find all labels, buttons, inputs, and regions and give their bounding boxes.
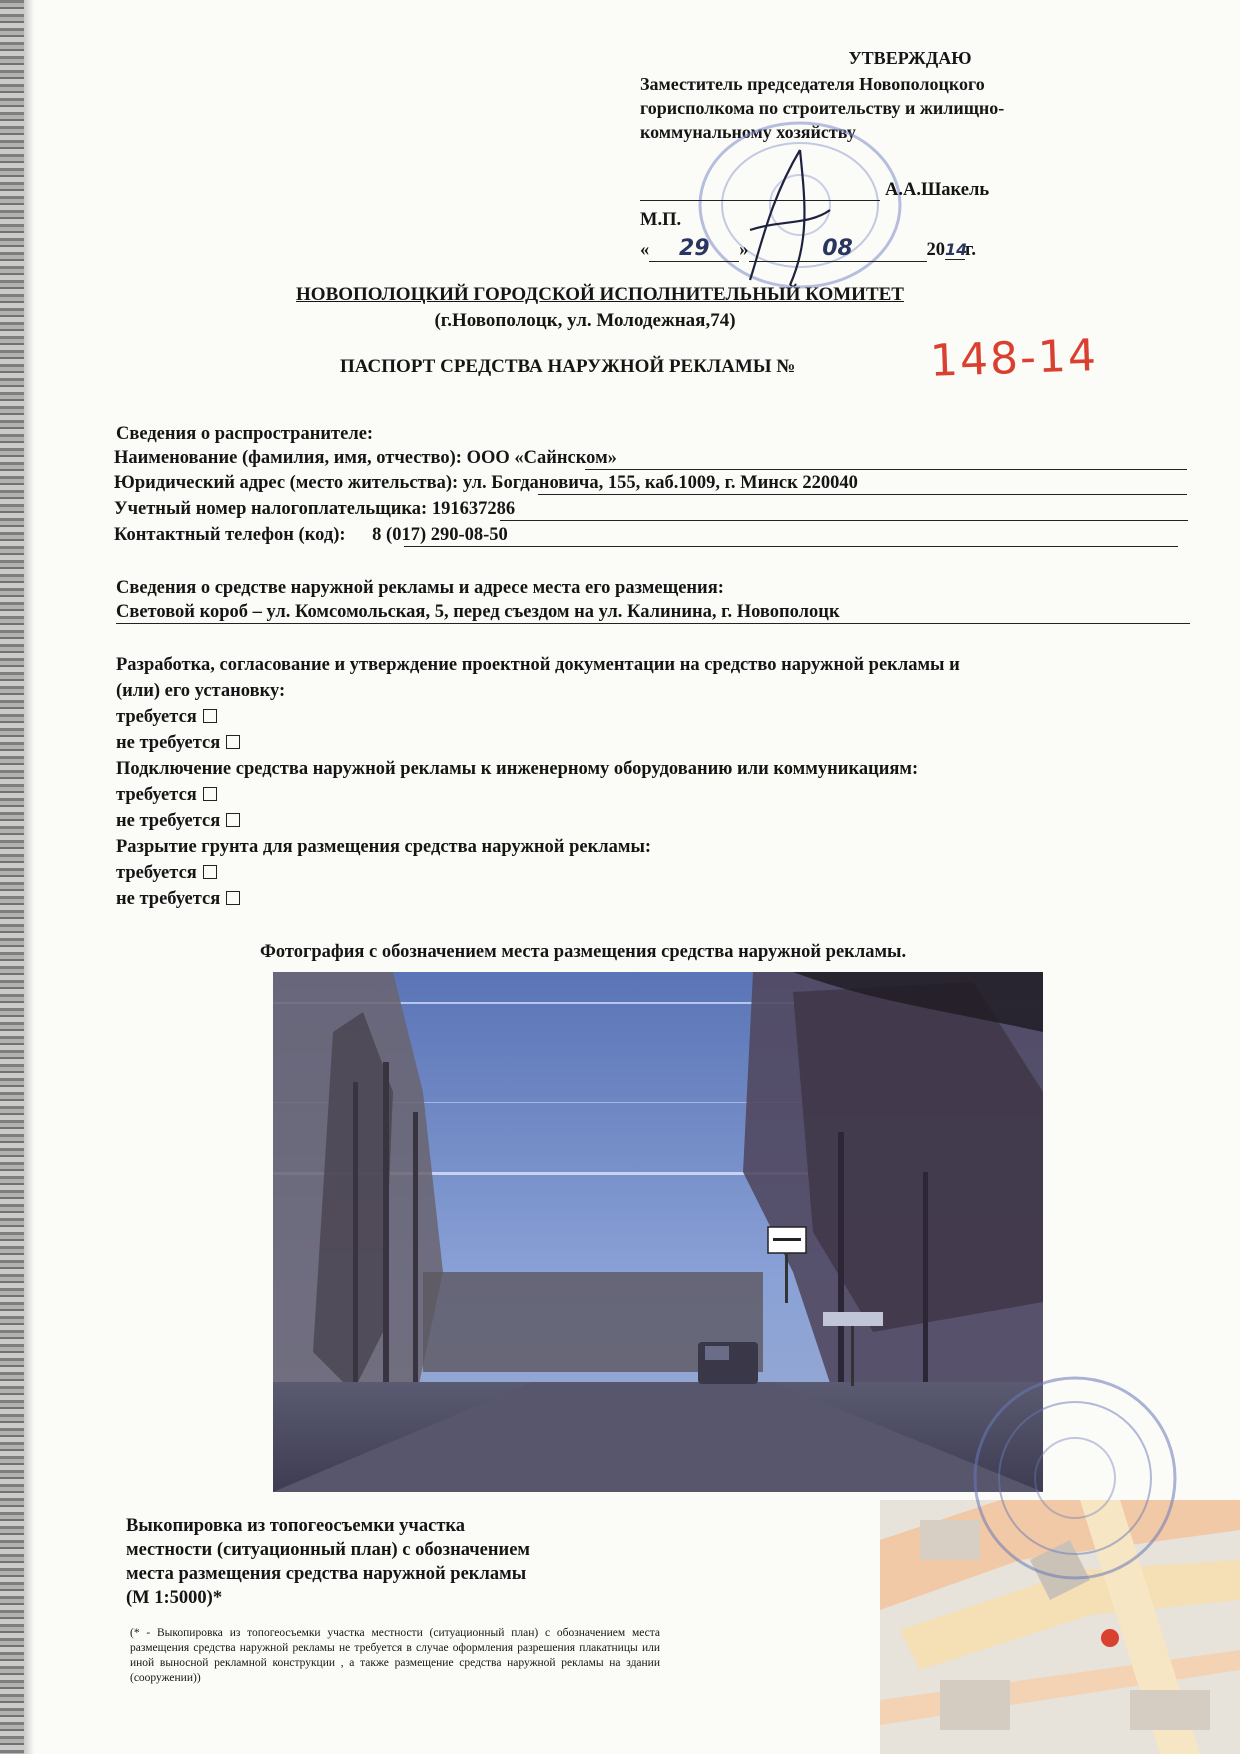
- connection-required-label: требуется: [116, 785, 197, 805]
- organization-address: [0, 310, 1240, 332]
- organization-name: [0, 284, 1240, 306]
- distributor-address-row: [114, 471, 858, 495]
- design-required-label: требуется: [116, 707, 197, 727]
- connection-required-row: [116, 782, 1196, 808]
- design-label-2: (или) его установку:: [116, 681, 286, 701]
- seal-label: М.П.: [640, 210, 682, 230]
- digging-not-required-checkbox[interactable]: [226, 891, 240, 905]
- digging-not-required-label: не требуется: [116, 889, 221, 909]
- design-not-required-checkbox[interactable]: [226, 735, 240, 749]
- passport-number: 148-14: [929, 330, 1099, 387]
- phone-underline: [404, 546, 1178, 547]
- design-not-required-label: не требуется: [116, 733, 221, 753]
- scan-edge-shadow: [24, 0, 34, 1754]
- signatory-name: А.А.Шакель: [885, 180, 990, 200]
- connection-not-required-checkbox[interactable]: [226, 813, 240, 827]
- connection-label: Подключение средства наружной рекламы к инженерному оборудованию или коммуникациям:: [116, 759, 919, 779]
- date-year-suffix: 14: [945, 240, 968, 259]
- site-plan-title-4: (М 1:5000)*: [126, 1588, 223, 1608]
- distributor-name-label: Наименование (фамилия, имя, отчество):: [114, 448, 462, 468]
- ad-info-value: Световой короб – ул. Комсомольская, 5, перед съездом на ул. Калинина, г. Новополоцк: [116, 602, 840, 622]
- signature-mark: [730, 140, 850, 290]
- site-plan-title-1: Выкопировка из топогеосъемки участка: [126, 1516, 466, 1536]
- organization-address-text: (г.Новополоцк, ул. Молодежная,74): [434, 310, 736, 331]
- date-year-end: г.: [965, 240, 976, 260]
- distributor-tax-label: Учетный номер налогоплательщика:: [114, 499, 428, 519]
- date-day: 29: [649, 236, 739, 262]
- distributor-heading: Сведения о распространителе:: [116, 424, 374, 444]
- approval-position-3: коммунальному хозяйству: [640, 122, 856, 142]
- ad-info-underline: [116, 623, 1190, 624]
- digging-required-checkbox[interactable]: [203, 865, 217, 879]
- connection-not-required-label: не требуется: [116, 811, 221, 831]
- design-label-1: Разработка, согласование и утверждение проектной документации на средство наружной рекламы и: [116, 655, 960, 675]
- distributor-tax-value: 191637286: [431, 499, 516, 519]
- distributor-phone-row: [114, 523, 508, 547]
- site-plan-title-3: места размещения средства наружной рекламы: [126, 1564, 527, 1584]
- distributor-tax-row: [114, 497, 515, 521]
- organization-title: НОВОПОЛОЦКИЙ ГОРОДСКОЙ ИСПОЛНИТЕЛЬНЫЙ КОМИТЕТ: [296, 284, 904, 305]
- date-month: 08: [749, 236, 927, 262]
- scan-edge-artifact: [0, 0, 24, 1754]
- design-required-row: [116, 704, 1196, 730]
- distributor-name-value: ООО «Сайнском»: [466, 448, 617, 468]
- tax-underline: [500, 520, 1188, 521]
- approval-position-2: горисполкома по строительству и жилищно-: [640, 98, 1005, 118]
- official-stamp-bottom: [960, 1368, 1190, 1588]
- digging-required-label: требуется: [116, 863, 197, 883]
- date-open-quote: «: [640, 240, 650, 260]
- street-photo-image: [273, 972, 1043, 1492]
- design-required-checkbox[interactable]: [203, 709, 217, 723]
- digging-required-row: [116, 860, 1196, 886]
- approval-date: [640, 236, 976, 262]
- requirements-block: [116, 652, 1196, 912]
- distributor-address-value: ул. Богдановича, 155, каб.1009, г. Минск 220040: [462, 473, 858, 493]
- name-underline: [585, 469, 1187, 470]
- connection-not-required-row: [116, 808, 1196, 834]
- design-not-required-row: [116, 730, 1196, 756]
- date-year-prefix: 20: [926, 240, 945, 260]
- connection-required-checkbox[interactable]: [203, 787, 217, 801]
- approval-position-1: Заместитель председателя Новополоцкого: [640, 74, 985, 94]
- street-photo: [273, 972, 1043, 1492]
- distributor-name-row: [114, 446, 617, 470]
- digging-label: Разрытие грунта для размещения средства наружной рекламы:: [116, 837, 652, 857]
- distributor-phone-value: 8 (017) 290-08-50: [372, 525, 508, 545]
- approval-heading: УТВЕРЖДАЮ: [848, 48, 972, 68]
- distributor-phone-label: Контактный телефон (код):: [114, 525, 346, 545]
- ad-info-heading: Сведения о средстве наружной рекламы и адресе места его размещения:: [116, 578, 724, 598]
- site-plan-title-2: местности (ситуационный план) с обозначением: [126, 1540, 531, 1560]
- passport-title: ПАСПОРТ СРЕДСТВА НАРУЖНОЙ РЕКЛАМЫ №: [340, 356, 796, 377]
- distributor-address-label: Юридический адрес (место жительства):: [114, 473, 459, 493]
- site-plan-title: [126, 1514, 646, 1610]
- photo-caption: Фотография с обозначением места размещения средства наружной рекламы.: [260, 942, 907, 962]
- date-close-quote: »: [739, 240, 749, 260]
- address-underline: [538, 494, 1187, 495]
- site-plan-footnote: (* - Выкопировка из топогеосъемки участка местности (ситуационный план) с обозначением места размещения средства наружной рекламы не требуется в случае оформления разрешения плакатницы или иной выносной рекламной конструкции , а также размещение средства наружной рекламы на здании (сооружении)): [130, 1627, 660, 1684]
- digging-not-required-row: [116, 886, 1196, 912]
